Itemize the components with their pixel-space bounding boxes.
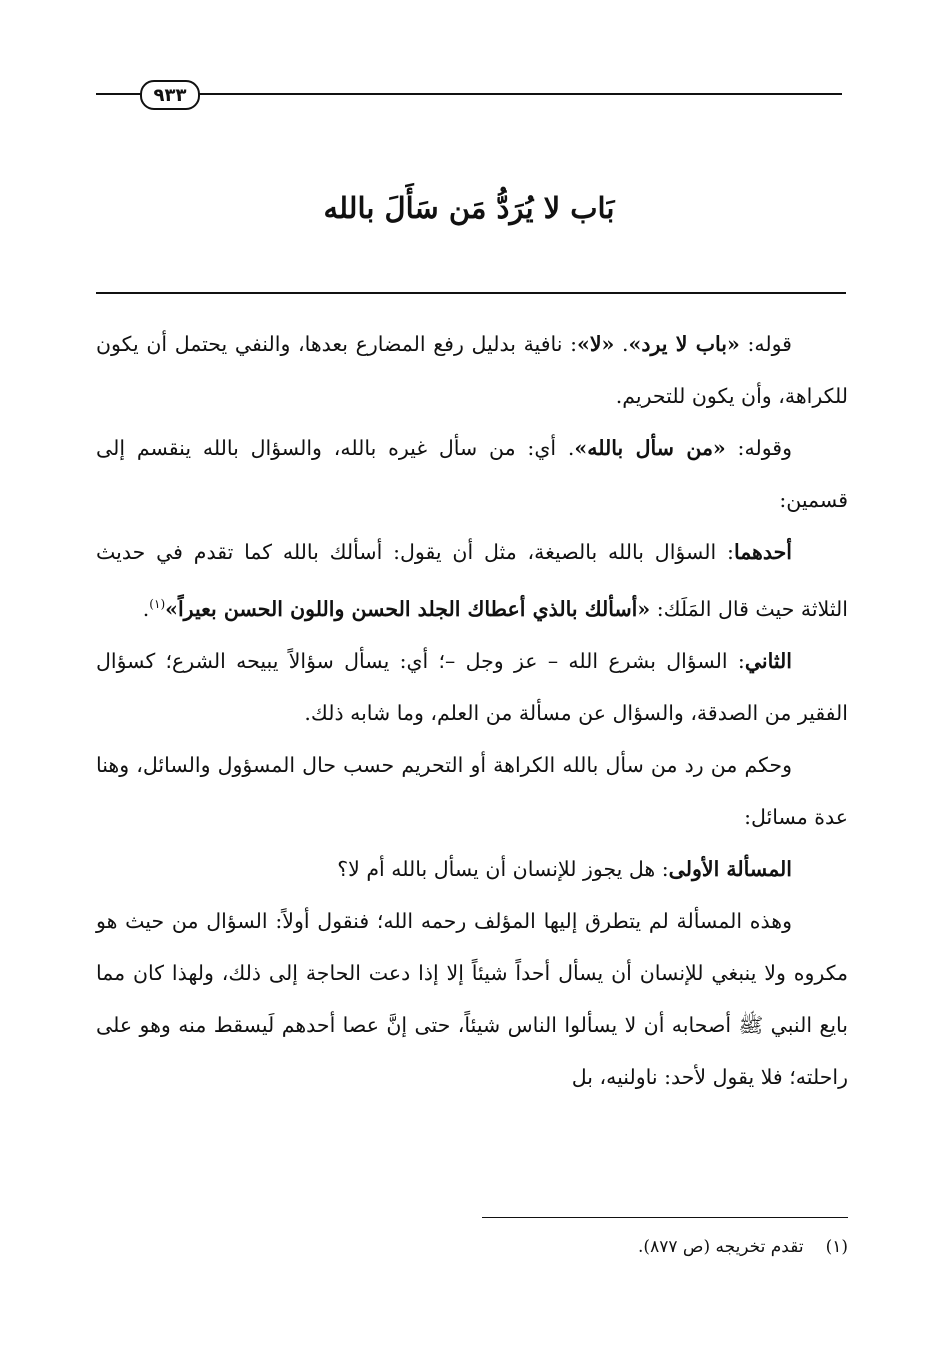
bold-term: «لا» bbox=[577, 332, 615, 356]
bold-term: أحدهما bbox=[733, 540, 792, 564]
bold-term: المسألة الأولى bbox=[668, 856, 792, 881]
text-run: : السؤال بشرع الله – عز وجل –؛ أي: يسأل سؤالاً يبيحه الشرع؛ كسؤال الفقير من الصدقة، والسؤال عن مسألة من العلم، وما شابه ذلك. bbox=[96, 648, 848, 725]
paragraph bbox=[96, 843, 848, 895]
footnote-number: (١) bbox=[825, 1237, 848, 1257]
text-run: . أي: من سأل غيره بالله، والسؤال بالله ينقسم إلى قسمين: bbox=[96, 436, 848, 512]
text-run: وهذه المسألة لم يتطرق إليها المؤلف رحمه الله؛ فنقول أولاً: السؤال من حيث هو مكروه ولا ينبغي للإنسان أن يسأل أحداً شيئاً إلا إذا دعت الحاجة إلى ذلك، ولهذا كان مما بايع النبي ﷺ أصحابه أن لا يسألوا الناس شيئاً، حتى إنَّ عصا أحدهم لَيسقط منه وهو على راحلته؛ فلا يقول لأحد: ناولنيه، بل bbox=[96, 908, 848, 1089]
bold-term: «باب لا يرد» bbox=[628, 332, 740, 356]
text-run: : نافية بدليل رفع المضارع بعدها، والنفي يحتمل أن يكون للكراهة، وأن يكون للتحريم. bbox=[96, 332, 848, 408]
paragraph bbox=[96, 318, 848, 422]
page-header bbox=[96, 80, 842, 110]
text-run: قوله: bbox=[739, 332, 792, 356]
bold-term: «أسألك بالذي أعطاك الجلد الحسن واللون الحسن بعيراً» bbox=[165, 596, 651, 621]
text-run: وحكم من رد من سأل بالله الكراهة أو التحريم حسب حال المسؤول والسائل، وهنا عدة مسائل: bbox=[96, 752, 848, 829]
footnote-ref: (١) bbox=[149, 597, 166, 611]
footnote-text: تقدم تخريجه (ص ٨٧٧). bbox=[638, 1237, 804, 1257]
paragraph bbox=[96, 422, 848, 526]
footnote-divider bbox=[482, 1217, 848, 1218]
paragraph bbox=[96, 895, 848, 1103]
bold-term: «من سأل بالله» bbox=[574, 436, 726, 460]
text-run: : السؤال بالله بالصيغة، مثل أن يقول: أسألك بالله كما تقدم في حديث الثلاثة حيث قال المَلَك: bbox=[96, 540, 848, 621]
body-text bbox=[96, 318, 848, 1103]
bold-term: الثاني bbox=[744, 648, 792, 673]
paragraph bbox=[96, 526, 848, 635]
text-run: . bbox=[614, 332, 629, 356]
footnote bbox=[96, 1232, 848, 1262]
title-divider bbox=[96, 292, 846, 294]
paragraph bbox=[96, 635, 848, 739]
chapter-title: بَاب لا يُرَدُّ مَن سَأَلَ بالله bbox=[323, 191, 615, 225]
header-rule bbox=[96, 93, 842, 95]
paragraph bbox=[96, 739, 848, 843]
text-run: : هل يجوز للإنسان أن يسأل بالله أم لا؟ bbox=[337, 856, 669, 881]
text-run: . bbox=[142, 596, 150, 621]
text-run: وقوله: bbox=[725, 436, 792, 460]
page-number: ٩٣٣ bbox=[140, 80, 200, 110]
